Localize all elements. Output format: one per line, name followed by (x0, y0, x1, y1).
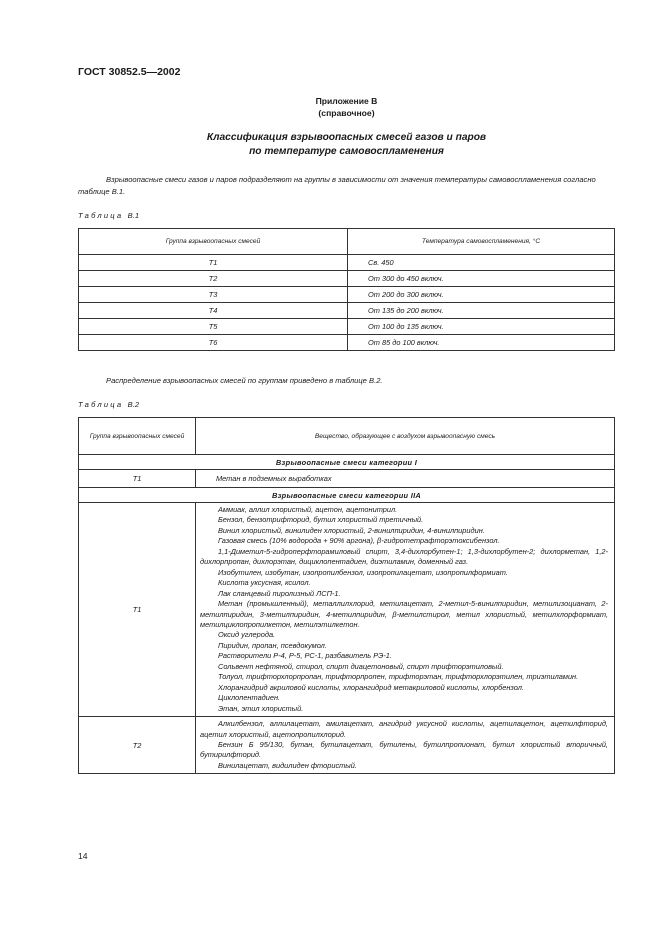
table-row (79, 271, 615, 287)
substance-list (196, 717, 615, 774)
list-item: Изобутилен, изобутан, изопропилбензол, изопропилацетат, изопропилформиат. (218, 567, 508, 577)
table-row (79, 470, 615, 488)
list-item: Этан, этил хлористый. (218, 703, 304, 713)
table1-header-row (79, 229, 615, 255)
temp-cell: От 135 до 200 включ. (348, 303, 615, 319)
page-number: 14 (78, 851, 88, 861)
table1-caption-word: Таблица (78, 211, 124, 220)
table1-caption (78, 211, 139, 220)
table2-header-group: Группа взрывоопасных смесей (79, 418, 196, 455)
group-cell: Т1 (79, 470, 196, 488)
distribution-paragraph: Распределение взрывоопасных смесей по группам приведено в таблице В.2. (106, 376, 383, 385)
list-item: Бензол, бензотрифторид, бутил хлористый третичный. (218, 515, 424, 525)
temp-cell: От 85 до 100 включ. (348, 335, 615, 351)
table-row (79, 303, 615, 319)
group-cell: Т4 (79, 303, 348, 319)
table2-caption-number: В.2 (127, 400, 140, 409)
section-heading (78, 131, 615, 159)
list-item: Растворители Р-4, Р-5, РС-1, разбавитель РЭ-1. (218, 651, 392, 661)
group-cell: Т1 (79, 503, 196, 717)
temp-cell: От 100 до 135 включ. (348, 319, 615, 335)
table1-header-temp: Температура самовоспламенения, °С (348, 229, 615, 255)
list-item: Аммиак, аллил хлористый, ацетон, ацетонитрил. (218, 505, 398, 514)
table2-header-row (79, 418, 615, 455)
document-code: ГОСТ 30852.5—2002 (78, 66, 181, 78)
temp-cell: От 300 до 450 включ. (348, 271, 615, 287)
table2-header-substance: Вещество, образующее с воздухом взрывоопасную смесь (196, 418, 615, 455)
intro-paragraph: Взрывоопасные смеси газов и паров подразделяют на группы в зависимости от значения температуры самовоспламенения согласно таблице В.1. (78, 175, 596, 196)
list-item: Винил хлористый, винилиден хлористый, 2-винилпиридин, 4-винилпиридин. (218, 525, 485, 535)
list-item: Сольвент нефтяной, стирол, спирт диацетоновый, спирт трифторэтиловый. (218, 661, 504, 671)
temp-cell: От 200 до 300 включ. (348, 287, 615, 303)
list-item: 1,1-Диметил-5-гидроперфторамиловый спирт, 3,4-дихлорбутен-1; 1,3-дихлорбутен-2; дихлорметан, 1,2-дихлорпропан, дихлорэтан, дициклопентадиен, диэтиламин, доменный газ. (200, 546, 608, 567)
appendix-label (78, 95, 615, 119)
appendix-title: Приложение В (315, 96, 378, 106)
substance-table (78, 417, 615, 774)
category-row (79, 455, 615, 470)
section-heading-line2: по температуре самовоспламенения (249, 146, 444, 157)
list-item: Газовая смесь (10% водорода + 90% аргона), β-гидротетрафторэтоксибензол. (218, 536, 500, 546)
list-item: Алкилбензол, аллилацетат, амилацетат, ангидрид уксусной кислоты, ацетилацетон, ацетилфторид, ацетил хлористый, ацетопропилхлорид. (200, 719, 608, 739)
table1-header-group: Группа взрывоопасных смесей (79, 229, 348, 255)
table1-caption-number: В.1 (127, 211, 140, 220)
category-i-label: Взрывоопасные смеси категории I (79, 455, 615, 470)
temp-cell: Св. 450 (348, 255, 615, 271)
list-item: Метан (промышленный), металлилхлорид, метилацетат, 2-метил-5-винилпиридин, метилизоцианат, 2-метилпиридин, 3-метилпиридин, 4-метилпиридин, β-метилстирол, метил хлористый, метилхлорформиат, метилциклопропилкетон, метилэтилкетон. (200, 599, 608, 629)
group-cell: Т6 (79, 335, 348, 351)
appendix-subtitle: (справочное) (318, 108, 375, 118)
list-item: Бензин Б 95/130, бутан, бутилацетат, бутилены, бутилпропионат, бутил хлористый вторичный, бутирилфторид. (200, 739, 608, 760)
group-cell: Т3 (79, 287, 348, 303)
section-heading-line1: Классификация взрывоопасных смесей газов и паров (206, 132, 487, 143)
table2-caption (78, 400, 139, 409)
category-row (79, 488, 615, 503)
list-item: Оксид углерода. (218, 630, 276, 640)
substance-cell: Метан в подземных выработках (196, 470, 615, 488)
list-item: Хлорангидрид акриловой кислоты, хлорангидрид метакриловой кислоты, хлорбензол. (218, 682, 524, 692)
table-row (79, 255, 615, 271)
table-row (79, 503, 615, 717)
group-cell: Т2 (79, 717, 196, 774)
list-item: Винилацетат, видилиден фтористый. (218, 760, 357, 770)
group-cell: Т5 (79, 319, 348, 335)
list-item: Пиридин, пропан, псевдокумол. (218, 640, 327, 650)
temperature-table (78, 228, 615, 351)
table-row (79, 335, 615, 351)
table-row (79, 717, 615, 774)
category-iia-label: Взрывоопасные смеси категории IIA (79, 488, 615, 503)
list-item: Толуол, трифторхлорпропан, трифторпропен, трифторэтан, трифторхлорэтилен, триэтиламин. (218, 672, 579, 682)
group-cell: Т2 (79, 271, 348, 287)
list-item: Лак сланцевый пиролизный ЛСП-1. (218, 588, 341, 598)
substance-list (196, 503, 615, 717)
list-item: Кислота уксусная, ксилол. (218, 578, 311, 588)
table-row (79, 287, 615, 303)
table-row (79, 319, 615, 335)
table2-caption-word: Таблица (78, 400, 124, 409)
list-item: Циклопентадиен. (218, 693, 281, 703)
group-cell: Т1 (79, 255, 348, 271)
